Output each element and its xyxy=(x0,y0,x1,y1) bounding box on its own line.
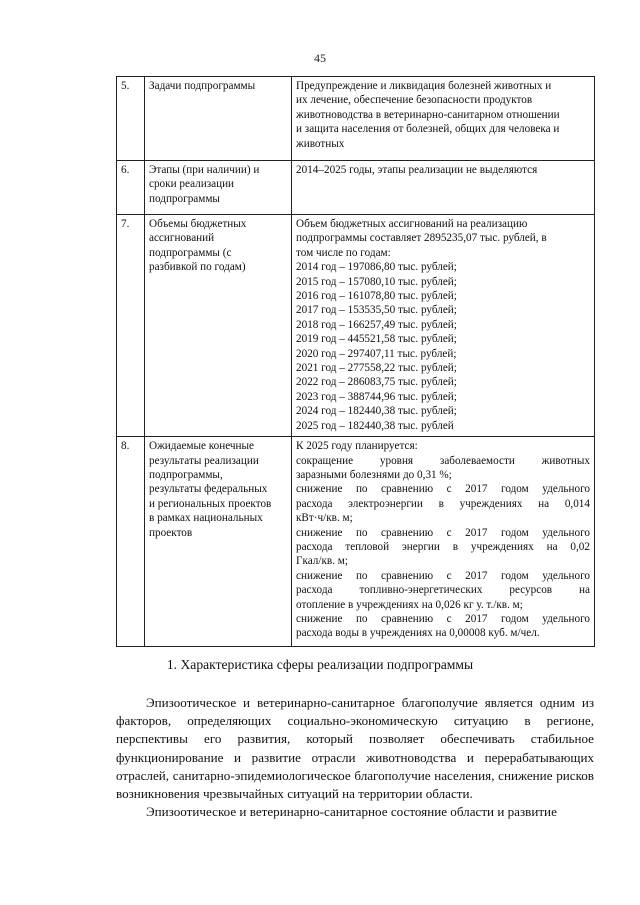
row-label xyxy=(145,437,292,647)
row-label: Задачи подпрограммы xyxy=(145,77,292,161)
budget-by-year-list xyxy=(296,260,590,433)
label-line: в рамках национальных xyxy=(149,512,263,525)
row-number: 5. xyxy=(117,77,145,161)
row-number: 8. xyxy=(117,437,145,647)
budget-year-item: 2015 год – 157080,10 тыс. рублей; xyxy=(296,275,457,288)
value-line: животноводства в ветеринарно-санитарном отношении xyxy=(296,108,560,121)
row-value xyxy=(292,77,595,161)
label-line: ассигнований xyxy=(149,232,215,245)
label-line: результаты реализации xyxy=(149,454,259,467)
subprogram-passport-table xyxy=(116,76,595,647)
budget-year-item: 2022 год – 286083,75 тыс. рублей; xyxy=(296,376,457,389)
result-line: кВт·ч/кв. м; xyxy=(296,512,353,525)
budget-year-item: 2017 год – 153535,50 тыс. рублей; xyxy=(296,304,457,317)
label-line: результаты федеральных xyxy=(149,483,268,496)
expected-results-value xyxy=(292,437,595,647)
result-line: расхода воды в учреждениях на 0,00008 куб. м/чел. xyxy=(296,627,540,640)
value-line: Предупреждение и ликвидация болезней животных и xyxy=(296,80,552,92)
result-line: К 2025 году планируется: xyxy=(296,440,418,453)
table-row xyxy=(117,161,595,215)
table-row xyxy=(117,77,595,161)
section-heading: 1. Характеристика сферы реализации подпрограммы xyxy=(166,657,474,672)
budget-year-item: 2016 год – 161078,80 тыс. рублей; xyxy=(296,290,457,303)
paragraph: Эпизоотическое и ветеринарно-санитарное благополучие является одним из факторов, определяющих социально-экономическую ситуацию в регионе, перспективы его развития, который позволяет обеспечивать стабильное функционирование и развитие отрасли животноводства и перерабатывающих отраслей, санитарно-эпидемиологическое благополучие населения, снижение рисков возникновения чрезвычайных ситуаций на территории области. xyxy=(116,695,594,802)
value-line: животных xyxy=(296,137,345,150)
label-line: проектов xyxy=(149,526,193,539)
body-text xyxy=(116,694,594,821)
label-line: подпрограммы (с xyxy=(149,246,232,259)
result-line: расхода тепловой энергии в учреждениях на 0,02 xyxy=(296,540,590,553)
budget-year-item: 2019 год – 445521,58 тыс. рублей; xyxy=(296,333,457,346)
label-line: и региональных проектов xyxy=(149,497,272,510)
budget-year-item: 2021 год – 277558,22 тыс. рублей; xyxy=(296,362,457,375)
paragraph: Эпизоотическое и ветеринарно-санитарное состояние области и развитие xyxy=(146,804,557,820)
budget-year-item: 2014 год – 197086,80 тыс. рублей; xyxy=(296,261,457,274)
result-line: расхода электроэнергии в учреждениях на 0,014 xyxy=(296,497,590,510)
budget-year-item: 2020 год – 297407,11 тыс. рублей; xyxy=(296,347,457,360)
budget-year-item: 2023 год – 388744,96 тыс. рублей; xyxy=(296,390,457,403)
row-value xyxy=(292,161,595,215)
table-row xyxy=(117,437,595,647)
result-line: отопление в учреждениях на 0,026 кг у. т./кв. м; xyxy=(296,598,523,611)
label-line: сроки реализации xyxy=(149,178,235,191)
budget-year-item: 2024 год – 182440,38 тыс. рублей; xyxy=(296,405,457,418)
result-line: снижение по сравнению с 2017 годом удельного xyxy=(296,569,590,582)
budget-year-item: 2018 год – 166257,49 тыс. рублей; xyxy=(296,318,457,331)
row-label xyxy=(145,215,292,437)
row-label xyxy=(145,161,292,215)
result-line: снижение по сравнению с 2017 годом удельного xyxy=(296,526,590,539)
label-line: подпрограммы, xyxy=(149,468,223,481)
result-line: сокращение уровня заболеваемости животных xyxy=(296,454,590,467)
budget-year-item: 2025 год – 182440,38 тыс. рублей xyxy=(296,419,454,432)
result-line: Гкал/кв. м; xyxy=(296,555,348,568)
row-number: 7. xyxy=(117,215,145,437)
value-line: 2014–2025 годы, этапы реализации не выделяются xyxy=(296,164,538,176)
label-line: подпрограммы xyxy=(149,192,220,205)
value-line: подпрограммы составляет 2895235,07 тыс. рублей, в xyxy=(296,232,547,245)
value-line: том числе по годам: xyxy=(296,246,391,259)
page-number: 45 xyxy=(314,51,326,65)
label-line: Ожидаемые конечные xyxy=(149,440,255,453)
value-line: Объем бюджетных ассигнований на реализацию xyxy=(296,218,528,230)
value-line: их лечение, обеспечение безопасности продуктов xyxy=(296,94,533,107)
result-line: расхода топливно-энергетических ресурсов на xyxy=(296,584,590,597)
result-line: заразными болезнями до 0,31 %; xyxy=(296,468,452,481)
label-line: Объемы бюджетных xyxy=(149,218,247,230)
result-line: снижение по сравнению с 2017 годом удельного xyxy=(296,612,590,625)
result-line: снижение по сравнению с 2017 годом удельного xyxy=(296,483,590,496)
label-line: разбивкой по годам) xyxy=(149,261,246,274)
value-line: и защита населения от болезней, общих для человека и xyxy=(296,123,560,136)
row-value xyxy=(292,215,595,437)
row-number: 6. xyxy=(117,161,145,215)
table-row xyxy=(117,215,595,437)
label-line: Этапы (при наличии) и xyxy=(149,164,260,176)
